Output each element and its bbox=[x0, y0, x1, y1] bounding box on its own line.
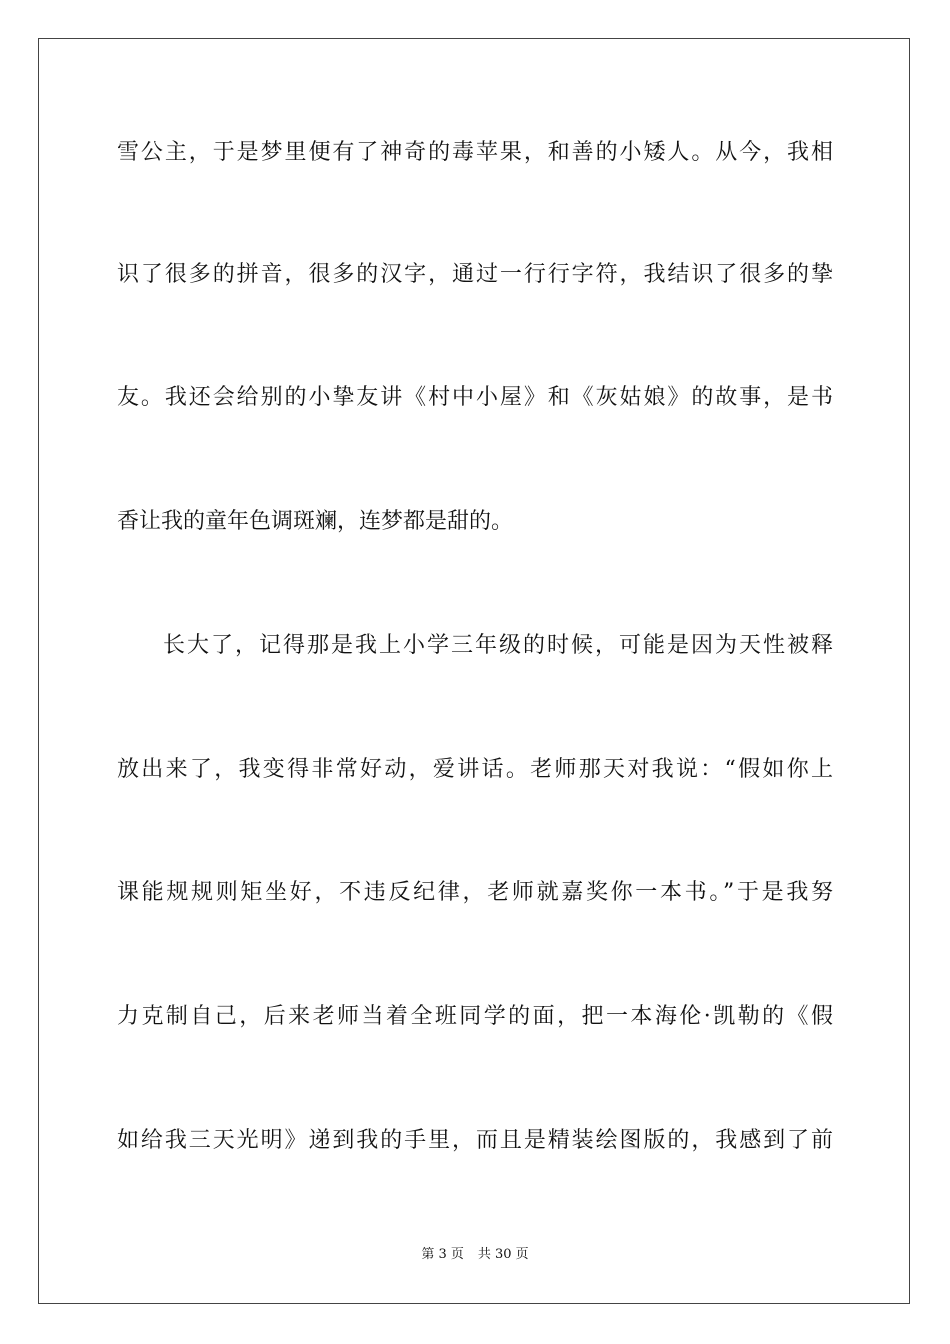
body-text-line: 课能规规则矩坐好，不违反纪律，老师就嘉奖你一本书。”于是我努 bbox=[117, 880, 833, 905]
body-text-line: 友。我还会给别的小挚友讲《村中小屋》和《灰姑娘》的故事，是书 bbox=[117, 385, 833, 410]
body-text-line: 雪公主，于是梦里便有了神奇的毒苹果，和善的小矮人。从今，我相 bbox=[117, 140, 833, 165]
page-border bbox=[38, 38, 910, 1304]
body-text-line: 香让我的童年色调斑斓，连梦都是甜的。 bbox=[117, 509, 514, 534]
body-text-line: 力克制自己，后来老师当着全班同学的面，把一本海伦·凯勒的《假 bbox=[117, 1004, 833, 1029]
page-number: 第 3 页 bbox=[421, 1247, 464, 1262]
body-text-line: 长大了，记得那是我上小学三年级的时候，可能是因为天性被释 bbox=[163, 633, 833, 658]
page-footer bbox=[0, 1246, 950, 1264]
body-text-line: 如给我三天光明》递到我的手里，而且是精装绘图版的，我感到了前 bbox=[117, 1128, 833, 1153]
body-text-line: 放出来了，我变得非常好动，爱讲话。老师那天对我说：“假如你上 bbox=[117, 757, 833, 782]
page-total: 共 30 页 bbox=[477, 1247, 529, 1262]
body-text-line: 识了很多的拼音，很多的汉字，通过一行行字符，我结识了很多的挚 bbox=[117, 262, 833, 287]
